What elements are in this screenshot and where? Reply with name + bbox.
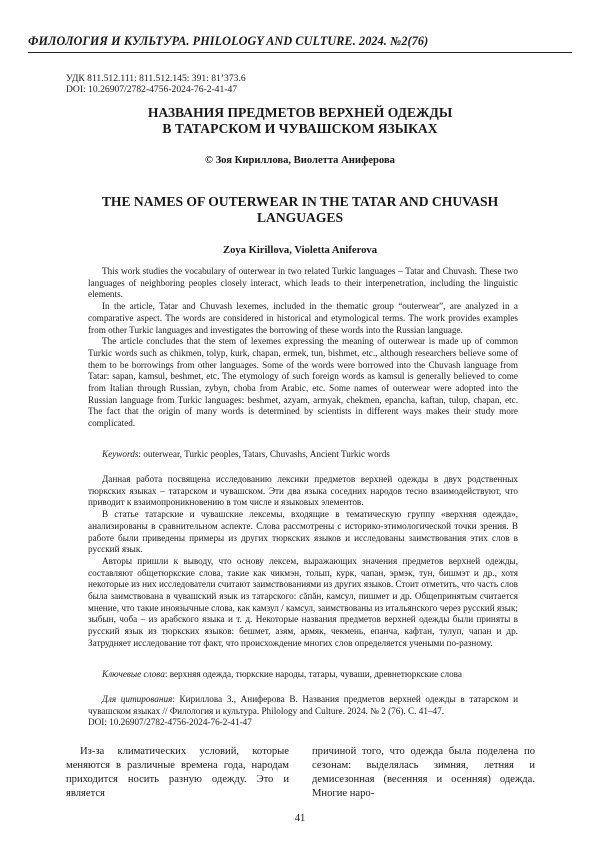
keywords-english: Keywords: outerwear, Turkic peoples, Tatars, Chuvashs, Ancient Turkic words	[102, 449, 390, 459]
keywords-text: верхняя одежда, тюркские народы, татары, чуваши, древнетюркские слова	[169, 669, 462, 679]
running-header: ФИЛОЛОГИЯ И КУЛЬТУРА. PHILOLOGY AND CULTURE. 2024. №2(76)	[28, 34, 429, 48]
authors-english: Zoya Kirillova, Violetta Aniferova	[223, 245, 377, 256]
citation-block: Для цитирования: Кириллова З., Аниферова В. Названия предметов верхней одежды в татарском и чувашском языках // Филология и культура. Philology and Culture. 2024. № 2 (76). С. 41–47. DOI: 10.26907/2782-4756-2024-76-2-41-47	[88, 694, 518, 728]
abstract-paragraph: Авторы пришли к выводу, что основу лексем, выражающих значения предметов верхней одежды, составляют общетюркские слова, такие как чикмэн, толып, курк, чапан, эрмэк, тун, бишмэт и др., хотя некоторые из них исследователи считают заимствованиями из других языков. Стоит отметить, что часть слов была заимствована в чувашский язык из татарского: сăпăн, камсул, пишмет и др. Общепринятым считается мнение, что такие иноязычные слова, как камзул / камсул, заимствованы из итальянского через русский язык; зыбын, чоба – из арабского языка и т. д. Некоторые названия предметов верхней одежды были приняты в русский язык из тюркских языков: бешмет, азям, армяк, чекмень, епанча, кафтан, тулуп, чапан и др. Затрудняет исследование тот факт, что происхождение многих слов определяется учеными по-разному.	[88, 555, 518, 648]
abstract-paragraph: В статье татарские и чувашские лексемы, входящие в тематическую группу «верхняя одежда», анализированы в сравнительном аспекте. Слова рассмотрены с историко-этимологической точки зрения. В работе были приведены примеры из других тюркских языков и исследованы заимствования этих слов в русский язык.	[88, 509, 518, 555]
body-paragraph: Из-за климатических условий, которые меняются в различные времена года, народам приходится носить разную одежду. Это и является	[66, 746, 289, 800]
citation-doi: DOI: 10.26907/2782-4756-2024-76-2-41-47	[88, 717, 252, 728]
keywords-label: Ключевые слова	[102, 669, 165, 679]
abstract-english	[88, 266, 518, 430]
abstract-paragraph: In the article, Tatar and Chuvash lexemes, included in the thematic group “outerwear”, are analyzed in a comparative aspect. The words are considered in historical and etymological terms. The work provides examples from other Turkic languages and investigates the borrowing of these words into the Russian language.	[88, 301, 518, 335]
body-paragraph: причиной того, что одежда была поделена по сезонам: выделялась зимняя, летняя и демисезонная (весенняя и осенняя) одежда. Многие наро-	[312, 746, 535, 800]
title-en-line: THE NAMES OF OUTERWEAR IN THE TATAR AND CHUVASH	[101, 194, 499, 209]
keywords-label: Keywords	[102, 449, 139, 459]
page-number: 41	[294, 813, 306, 824]
authors-russian: © Зоя Кириллова, Виолетта Аниферова	[205, 155, 395, 166]
article-metadata	[66, 73, 246, 95]
title-russian	[66, 105, 534, 137]
body-column-left	[66, 745, 289, 801]
abstract-paragraph: Данная работа посвящена исследованию лексики предметов верхней одежды в двух родственных тюркских языках – татарском и чувашском. Эти два языка соседних народов тесно взаимодействуют, что приводит к взаимопроникновению в том числе и языковых элементов.	[88, 474, 518, 508]
title-ru-line: В ТАТАРСКОМ И ЧУВАШСКОМ ЯЗЫКАХ	[162, 121, 438, 136]
citation-label: Для цитирования	[102, 694, 173, 704]
title-en-line: LANGUAGES	[256, 210, 344, 225]
title-ru-line: НАЗВАНИЯ ПРЕДМЕТОВ ВЕРХНЕЙ ОДЕЖДЫ	[147, 105, 453, 120]
abstract-paragraph: This work studies the vocabulary of outerwear in two related Turkic languages – Tatar and Chuvash. These two languages of neighboring peoples closely interact, which leads to their interpenetration, including the linguistic elements.	[88, 266, 518, 300]
doi: DOI: 10.26907/2782-4756-2024-76-2-41-47	[66, 84, 238, 95]
header-divider	[28, 52, 572, 53]
keywords-text: outerwear, Turkic peoples, Tatars, Chuvashs, Ancient Turkic words	[143, 449, 390, 459]
body-column-right	[312, 745, 535, 801]
abstract-paragraph: The article concludes that the stem of lexemes expressing the meaning of outerwear is made up of common Turkic words such as chikmen, tolyp, kurk, chapan, ermek, tun, bishmet, etc., although researchers believe some of them to be borrowings from other languages. Some of the words were borrowed into the Chuvash language from Tatar: sapan, kamsul, beshmet, etc. The etymology of such foreign words as kamsul is generally believed to come from Italian through Russian, zybyn, choba from Arabic, etc. Some names of outerwear were adopted into the Russian language from Turkic languages: beshmet, azyam, armyak, chekmen, epancha, kaftan, tulup, chapan, etc. The fact that the origin of many words is determined by scientists in different ways makes their study more complicated.	[88, 336, 518, 429]
citation-text: Кириллова З., Аниферова В. Названия предметов верхней одежды в татарском и чувашском языках // Филология и культура. Philology and Culture. 2024. № 2 (76). С. 41–47.	[88, 694, 518, 716]
udk-code: УДК 811.512.111: 811.512.145: 391: 81’373.6	[66, 73, 246, 84]
keywords-russian: Ключевые слова: верхняя одежда, тюркские народы, татары, чуваши, древнетюркские слова	[102, 669, 462, 679]
title-english	[66, 194, 534, 226]
abstract-russian	[88, 474, 518, 650]
